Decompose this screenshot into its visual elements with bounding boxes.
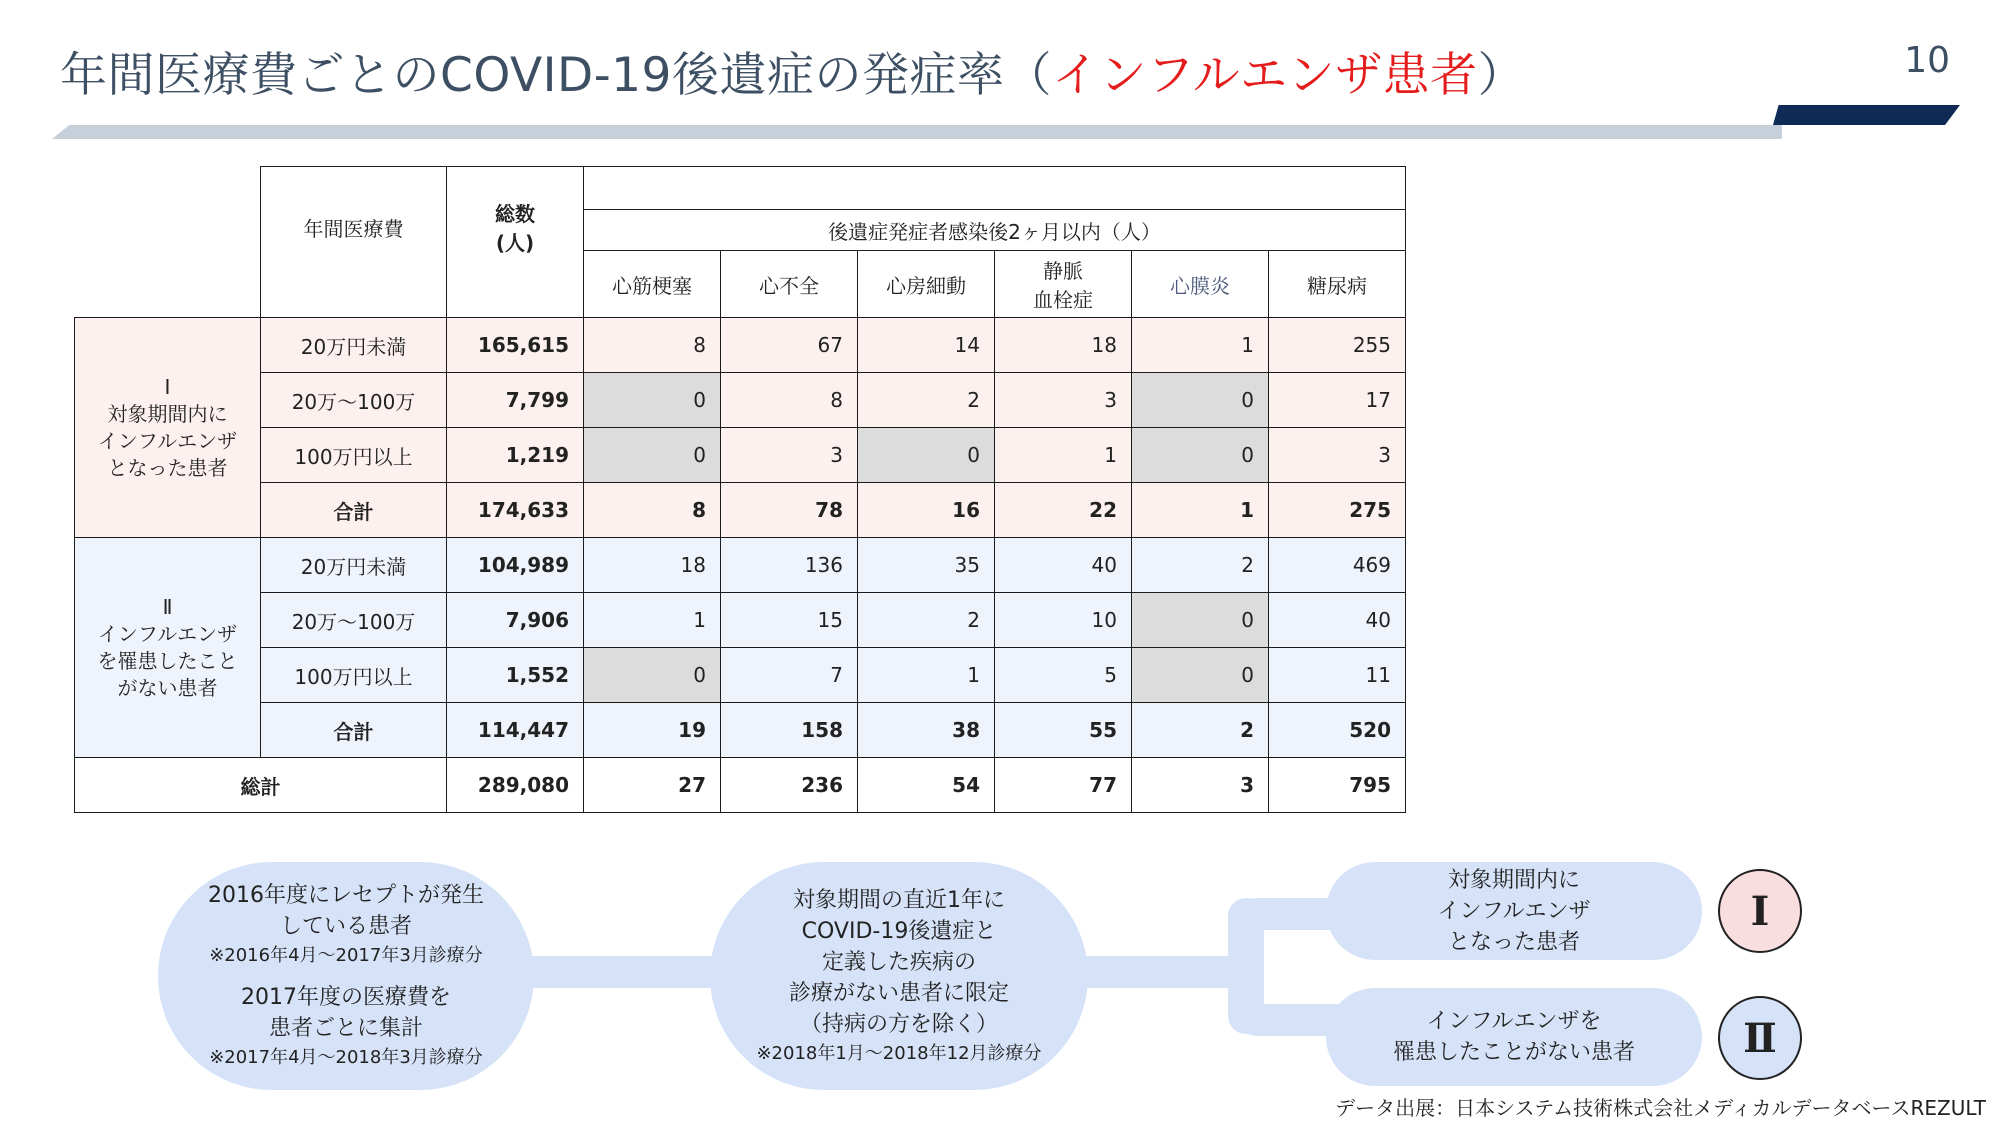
g1-subtotal-label: 合計 xyxy=(261,483,447,538)
header-disease-2: 心不全 xyxy=(721,251,858,318)
g2r2-value: 40 xyxy=(1269,593,1406,648)
g2r2-value: 1 xyxy=(584,593,721,648)
group2-label xyxy=(75,538,261,758)
title-end: ） xyxy=(1477,48,1526,103)
header-total-line2: (人) xyxy=(495,231,535,255)
g2-subtotal-value: 38 xyxy=(858,703,995,758)
grand-total-value: 27 xyxy=(584,758,721,813)
g1r3-value: 3 xyxy=(721,428,858,483)
g1-subtotal-total: 174,633 xyxy=(447,483,584,538)
g2r1-value: 18 xyxy=(584,538,721,593)
grand-total-value: 795 xyxy=(1269,758,1406,813)
title-underline xyxy=(52,125,1782,139)
flow-box2-line2: COVID-19後遺症と xyxy=(801,918,997,944)
group2-numeral: Ⅱ xyxy=(162,594,173,619)
group2-line1: インフルエンザ xyxy=(97,621,238,646)
g2r2-value: 0 xyxy=(1132,593,1269,648)
flow-box-data-scope xyxy=(158,862,534,1090)
g1r1-total: 165,615 xyxy=(447,318,584,373)
g2r3-value: 5 xyxy=(995,648,1132,703)
g1r1-value: 18 xyxy=(995,318,1132,373)
header-disease-4-line2: 血栓症 xyxy=(1033,288,1093,312)
flow-box4-line2: 罹患したことがない患者 xyxy=(1392,1040,1635,1065)
g2r3-cost: 100万円以上 xyxy=(261,648,447,703)
flow-box-group2 xyxy=(1326,988,1702,1086)
header-disease-4-line1: 静脈 xyxy=(1043,259,1083,283)
g2-subtotal-value: 55 xyxy=(995,703,1132,758)
group1-label xyxy=(75,318,261,538)
g1r1-cost: 20万円未満 xyxy=(261,318,447,373)
flow-box2-line1: 対象期間の直近1年に xyxy=(793,887,1005,913)
g1r2-cost: 20万～100万 xyxy=(261,373,447,428)
group1-line3: となった患者 xyxy=(107,455,228,480)
header-spacer xyxy=(584,167,1406,210)
g1r1-value: 255 xyxy=(1269,318,1406,373)
flow-box1-line2: している患者 xyxy=(279,914,412,939)
g1r3-cost: 100万円以上 xyxy=(261,428,447,483)
flow-box3-line2: インフルエンザ xyxy=(1437,898,1591,924)
g2-subtotal-label: 合計 xyxy=(261,703,447,758)
g2r2-value: 2 xyxy=(858,593,995,648)
flow-box2-line4: 診療がない患者に限定 xyxy=(788,980,1009,1006)
header-total-line1: 総数 xyxy=(495,202,535,226)
g2r3-value: 11 xyxy=(1269,648,1406,703)
g1-subtotal-value: 22 xyxy=(995,483,1132,538)
g2-subtotal-value: 2 xyxy=(1132,703,1269,758)
g2r1-value: 40 xyxy=(995,538,1132,593)
g2r2-cost: 20万～100万 xyxy=(261,593,447,648)
group2-badge: Ⅱ xyxy=(1718,996,1802,1080)
flow-box2-line3: 定義した疾病の xyxy=(821,949,976,975)
grand-total-value: 236 xyxy=(721,758,858,813)
title-highlight: インフルエンザ患者 xyxy=(1051,48,1478,103)
connector-1-2 xyxy=(520,956,720,988)
grand-total-value: 54 xyxy=(858,758,995,813)
grand-total-total: 289,080 xyxy=(447,758,584,813)
g1-subtotal-value: 275 xyxy=(1269,483,1406,538)
g1-subtotal-value: 78 xyxy=(721,483,858,538)
flow-box-patient-filter xyxy=(710,862,1088,1090)
g1r3-total: 1,219 xyxy=(447,428,584,483)
header-disease-1: 心筋梗塞 xyxy=(584,251,721,318)
group2-line3: がない患者 xyxy=(117,675,218,700)
g2r3-total: 1,552 xyxy=(447,648,584,703)
flow-box2-line5: （持病の方を除く） xyxy=(799,1011,998,1037)
header-disease-4 xyxy=(995,251,1132,318)
g1r1-value: 1 xyxy=(1132,318,1269,373)
g2r3-value: 0 xyxy=(584,648,721,703)
g2-subtotal-value: 520 xyxy=(1269,703,1406,758)
g1r1-value: 8 xyxy=(584,318,721,373)
flow-box1-note1: ※2016年4月～2017年3月診療分 xyxy=(209,945,483,966)
header-group: 後遺症発症者感染後2ヶ月以内（人） xyxy=(584,210,1406,251)
g1r1-value: 67 xyxy=(721,318,858,373)
g1r2-value: 8 xyxy=(721,373,858,428)
page-title xyxy=(60,38,1525,105)
data-source-note: データ出展：日本システム技術株式会社メディカルデータベースREZULT xyxy=(1335,1096,1986,1120)
flow-box-group1 xyxy=(1326,862,1702,960)
flow-box1-line3: 2017年度の医療費を xyxy=(241,985,451,1010)
g2r3-value: 0 xyxy=(1132,648,1269,703)
flow-box1-line1: 2016年度にレセプトが発生 xyxy=(208,883,484,908)
header-disease-5: 心膜炎 xyxy=(1132,251,1269,318)
group1-numeral: Ⅰ xyxy=(164,374,171,399)
g1r2-value: 17 xyxy=(1269,373,1406,428)
g1r3-value: 0 xyxy=(584,428,721,483)
g2-subtotal-value: 158 xyxy=(721,703,858,758)
connector-2-branch xyxy=(1080,956,1240,988)
header-disease-6: 糖尿病 xyxy=(1269,251,1406,318)
g1r2-total: 7,799 xyxy=(447,373,584,428)
group1-line2: インフルエンザ xyxy=(97,428,238,453)
g2r1-value: 469 xyxy=(1269,538,1406,593)
page-number: 10 xyxy=(1904,40,1950,81)
g1r3-value: 1 xyxy=(995,428,1132,483)
header-disease-3: 心房細動 xyxy=(858,251,995,318)
g2-subtotal-value: 19 xyxy=(584,703,721,758)
g2r1-value: 2 xyxy=(1132,538,1269,593)
g2r3-value: 1 xyxy=(858,648,995,703)
g2-subtotal-total: 114,447 xyxy=(447,703,584,758)
blank-corner xyxy=(75,167,261,318)
g2r1-value: 35 xyxy=(858,538,995,593)
g1r3-value: 0 xyxy=(1132,428,1269,483)
flow-box3-line3: となった患者 xyxy=(1447,929,1580,955)
g1r2-value: 0 xyxy=(1132,373,1269,428)
flow-box4-line1: インフルエンザを xyxy=(1426,1009,1602,1034)
g1r2-value: 0 xyxy=(584,373,721,428)
group2-line2: を罹患したこと xyxy=(97,648,238,673)
g1-subtotal-value: 1 xyxy=(1132,483,1269,538)
flow-box1-line4: 患者ごとに集計 xyxy=(268,1016,423,1041)
g2r1-value: 136 xyxy=(721,538,858,593)
g1r1-value: 14 xyxy=(858,318,995,373)
grand-total-label: 総計 xyxy=(75,758,447,813)
flow-box1-note2: ※2017年4月～2018年3月診療分 xyxy=(209,1047,483,1068)
title-main: 年間医療費ごとのCOVID-19後遺症の発症率（ xyxy=(60,48,1052,103)
grand-total-value: 3 xyxy=(1132,758,1269,813)
g2r2-value: 15 xyxy=(721,593,858,648)
grand-total-value: 77 xyxy=(995,758,1132,813)
data-table xyxy=(74,166,1406,813)
g1r2-value: 3 xyxy=(995,373,1132,428)
g2r1-cost: 20万円未満 xyxy=(261,538,447,593)
g2r1-total: 104,989 xyxy=(447,538,584,593)
header-cost: 年間医療費 xyxy=(261,167,447,318)
group1-badge: Ⅰ xyxy=(1718,869,1802,953)
g2r3-value: 7 xyxy=(721,648,858,703)
g2r2-total: 7,906 xyxy=(447,593,584,648)
g1r2-value: 2 xyxy=(858,373,995,428)
g1-subtotal-value: 16 xyxy=(858,483,995,538)
g1r3-value: 3 xyxy=(1269,428,1406,483)
flow-box3-line1: 対象期間内に xyxy=(1447,867,1580,893)
header-total xyxy=(447,167,584,318)
g1r3-value: 0 xyxy=(858,428,995,483)
group1-line1: 対象期間内に xyxy=(107,401,228,426)
title-underline-accent xyxy=(1773,105,1960,125)
flow-box2-note1: ※2018年1月～2018年12月診療分 xyxy=(756,1042,1042,1064)
g1-subtotal-value: 8 xyxy=(584,483,721,538)
g2r2-value: 10 xyxy=(995,593,1132,648)
